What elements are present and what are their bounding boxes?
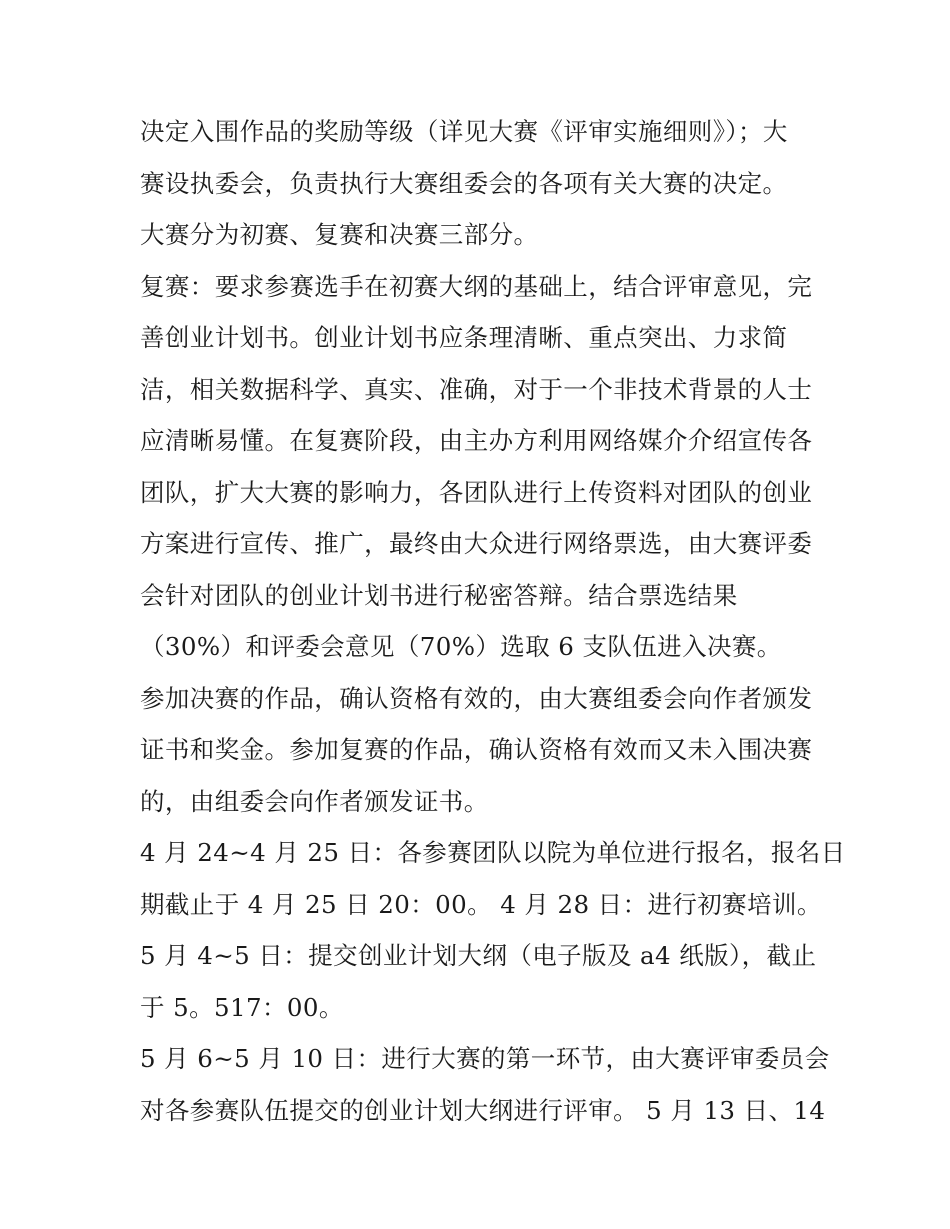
text-line: 期截止于 4 月 25 日 20：00。 4 月 28 日：进行初赛培训。 xyxy=(140,889,822,919)
text-line: 团队，扩大大赛的影响力，各团队进行上传资料对团队的创业 xyxy=(140,477,813,507)
body-text xyxy=(140,106,846,1136)
text-line: 赛设执委会，负责执行大赛组委会的各项有关大赛的决定。 xyxy=(140,168,788,198)
text-line: 会针对团队的创业计划书进行秘密答辩。结合票选结果 xyxy=(140,580,738,610)
text-line: 决定入围作品的奖励等级（详见大赛《评审实施细则》）；大 xyxy=(140,117,788,146)
text-line: （30%）和评委会意见（70%）选取 6 支队伍进入决赛。 xyxy=(140,632,782,661)
text-line: 参加决赛的作品，确认资格有效的，由大赛组委会向作者颁发 xyxy=(140,683,813,713)
text-line: 方案进行宣传、推广，最终由大众进行网络票选，由大赛评委 xyxy=(140,529,813,558)
text-line: 对各参赛队伍提交的创业计划大纲进行评审。 5 月 13 日、14 xyxy=(140,1095,826,1125)
text-line: 应清晰易懂。在复赛阶段，由主办方利用网络媒介介绍宣传各 xyxy=(140,426,813,455)
text-line: 证书和奖金。参加复赛的作品，确认资格有效而又未入围决赛 xyxy=(140,735,813,764)
text-line: 于 5。517：00。 xyxy=(140,992,344,1022)
text-line: 洁，相关数据科学、真实、准确，对于一个非技术背景的人士 xyxy=(140,374,813,404)
text-line: 复赛：要求参赛选手在初赛大纲的基础上，结合评审意见，完 xyxy=(140,271,813,301)
text-line: 4 月 24~4 月 25 日：各参赛团队以院为单位进行报名，报名日 xyxy=(140,838,846,867)
text-line: 5 月 4~5 日：提交创业计划大纲（电子版及 a4 纸版），截止 xyxy=(140,941,817,970)
text-line: 的，由组委会向作者颁发证书。 xyxy=(140,786,489,816)
text-line: 5 月 6~5 月 10 日：进行大赛的第一环节，由大赛评审委员会 xyxy=(140,1044,830,1073)
text-line: 善创业计划书。创业计划书应条理清晰、重点突出、力求简 xyxy=(140,323,788,352)
text-line: 大赛分为初赛、复赛和决赛三部分。 xyxy=(140,220,539,249)
